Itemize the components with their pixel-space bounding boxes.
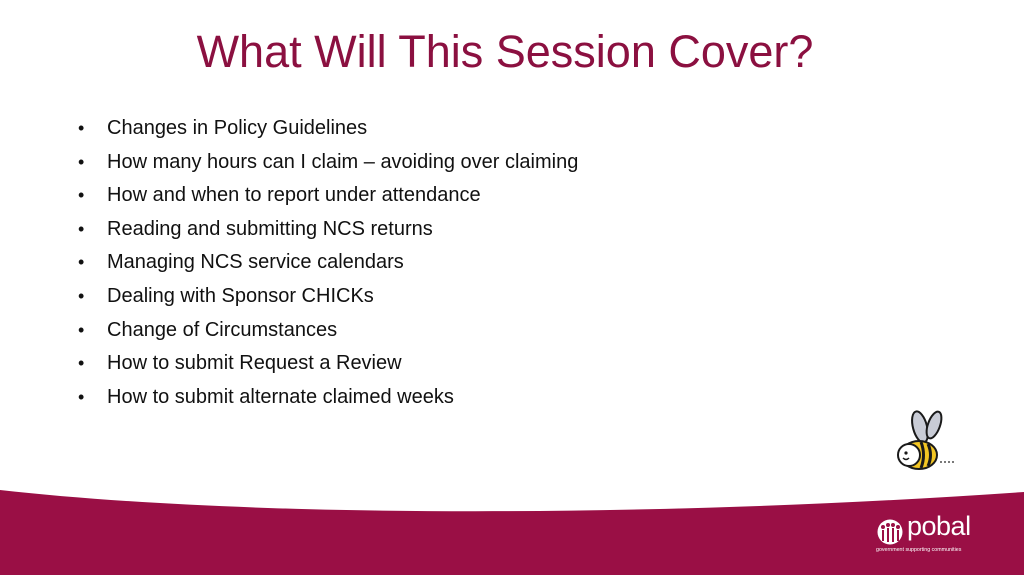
bullet-icon: • [78, 285, 85, 306]
bullet-icon: • [78, 386, 85, 407]
logo-tagline: government supporting communities [876, 547, 962, 553]
bullet-text: Dealing with Sponsor CHICKs [107, 284, 374, 307]
bullet-text: Changes in Policy Guidelines [107, 117, 368, 139]
bullet-text: Reading and submitting NCS returns [107, 217, 433, 240]
slide-title: What Will This Session Cover? [196, 26, 814, 77]
bullet-icon: • [78, 185, 85, 206]
pobal-logo-mark-icon [875, 518, 905, 546]
bullet-icon: • [78, 151, 85, 172]
bullet-text: Managing NCS service calendars [107, 251, 404, 274]
bullet-text: How many hours can I claim – avoiding over claiming [107, 150, 579, 173]
bullet-icon: • [78, 252, 85, 273]
bullet-icon: • [78, 118, 85, 138]
bullet-text: Change of Circumstances [107, 318, 338, 341]
bullet-text: How to submit Request a Review [107, 352, 402, 375]
logo-wordmark: pobal [907, 511, 971, 541]
bullet-icon: • [78, 353, 85, 374]
bullet-text: How to submit alternate claimed weeks [107, 385, 454, 408]
bullet-icon: • [78, 218, 85, 239]
bullet-icon: • [78, 319, 85, 340]
pobal-logo [875, 511, 975, 557]
bullet-text: How and when to report under attendance [107, 184, 481, 207]
